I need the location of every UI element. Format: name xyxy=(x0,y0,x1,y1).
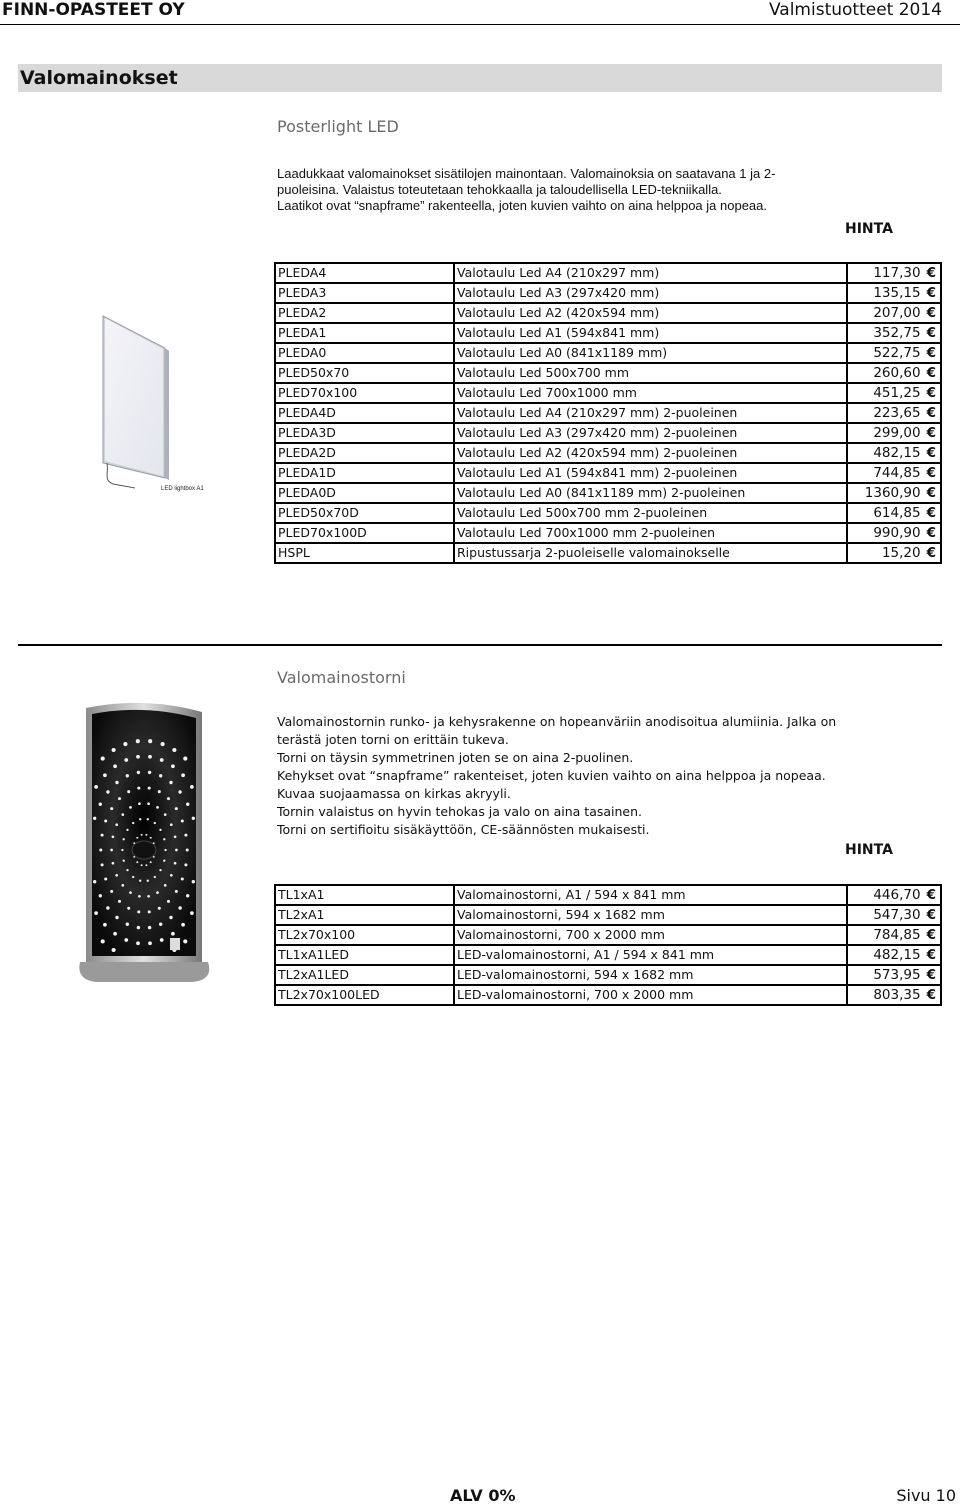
product-name: Valotaulu Led A3 (297x420 mm) 2-puoleinen xyxy=(454,423,847,443)
product-code: PLED70x100D xyxy=(275,523,454,543)
product-name: Valotaulu Led A4 (210x297 mm) xyxy=(454,263,847,283)
table-row xyxy=(275,905,941,925)
posterlight-price-table xyxy=(274,262,942,564)
header-rule xyxy=(0,24,960,25)
image-caption: LED lightbox A1 xyxy=(161,486,204,492)
product-name: Valotaulu Led 700x1000 mm xyxy=(454,383,847,403)
product-code: PLEDA2D xyxy=(275,443,454,463)
euro-icon: € xyxy=(926,505,936,521)
product-price: 15,20 xyxy=(881,545,921,561)
table-row xyxy=(275,523,941,543)
product-name: Valotaulu Led A1 (594x841 mm) xyxy=(454,323,847,343)
product-price: 299,00 xyxy=(873,425,921,441)
catalog-title: Valmistuotteet 2014 xyxy=(768,0,942,20)
euro-icon: € xyxy=(926,465,936,481)
price-header: HINTA xyxy=(845,221,893,237)
table-row xyxy=(275,985,941,1005)
product-price-cell xyxy=(847,905,941,925)
product-price-cell xyxy=(847,403,941,423)
table-row xyxy=(275,303,941,323)
product-name: Ripustussarja 2-puoleiselle valomainokselle xyxy=(454,543,847,563)
product-price: 547,30 xyxy=(873,907,921,923)
euro-icon: € xyxy=(926,385,936,401)
product-price-cell xyxy=(847,283,941,303)
product-code: PLEDA0D xyxy=(275,483,454,503)
product-code: PLEDA3 xyxy=(275,283,454,303)
posterlight-desc-line: Laadukkaat valomainokset sisätilojen mainontaan. Valomainoksia on saatavana 1 ja 2- xyxy=(277,166,776,181)
section-title: Valomainokset xyxy=(18,64,942,92)
table-row xyxy=(275,343,941,363)
tower-desc-line: Tornin valaistus on hyvin tehokas ja valo on aina tasainen. xyxy=(277,804,643,819)
product-price-cell xyxy=(847,463,941,483)
product-price-cell xyxy=(847,885,941,905)
table-row xyxy=(275,483,941,503)
product-code: PLED50x70 xyxy=(275,363,454,383)
product-code: TL2xA1LED xyxy=(275,965,454,985)
table-row xyxy=(275,403,941,423)
product-name: Valomainostorni, 700 x 2000 mm xyxy=(454,925,847,945)
table-row xyxy=(275,543,941,563)
product-name: LED-valomainostorni, 594 x 1682 mm xyxy=(454,965,847,985)
table-row xyxy=(275,503,941,523)
product-name: LED-valomainostorni, 700 x 2000 mm xyxy=(454,985,847,1005)
product-code: PLEDA1 xyxy=(275,323,454,343)
table-row xyxy=(275,463,941,483)
product-price: 990,90 xyxy=(873,525,921,541)
product-price: 614,85 xyxy=(873,505,921,521)
product-price: 744,85 xyxy=(873,465,921,481)
euro-icon: € xyxy=(926,365,936,381)
product-code: PLEDA4 xyxy=(275,263,454,283)
product-price-cell xyxy=(847,503,941,523)
table-row xyxy=(275,263,941,283)
euro-icon: € xyxy=(926,987,936,1003)
product-code: TL1xA1LED xyxy=(275,945,454,965)
price-header: HINTA xyxy=(845,842,893,858)
euro-icon: € xyxy=(926,445,936,461)
euro-icon: € xyxy=(926,887,936,903)
product-code: TL2xA1 xyxy=(275,905,454,925)
tower-desc-line: Valomainostornin runko- ja kehysrakenne on hopeanväriin anodisoitua alumiinia. Jalka on terästä joten torni on erittäin tukeva. xyxy=(277,714,837,747)
table-row xyxy=(275,283,941,303)
euro-icon: € xyxy=(926,967,936,983)
product-price: 446,70 xyxy=(873,887,921,903)
tower-desc-line: Kehykset ovat “snapframe” rakenteiset, joten kuvien vaihto on aina helppoa ja nopeaa. Kuvaa suojaamassa on kirkas akryyli. xyxy=(277,768,826,801)
product-price-cell xyxy=(847,925,941,945)
tower-description xyxy=(277,713,837,839)
product-price: 1360,90 xyxy=(864,485,921,501)
product-price-cell xyxy=(847,323,941,343)
product-price-cell xyxy=(847,523,941,543)
product-name: LED-valomainostorni, A1 / 594 x 841 mm xyxy=(454,945,847,965)
product-name: Valotaulu Led 500x700 mm xyxy=(454,363,847,383)
product-price-cell xyxy=(847,423,941,443)
product-price-cell xyxy=(847,965,941,985)
product-price-cell xyxy=(847,985,941,1005)
table-row xyxy=(275,925,941,945)
product-name: Valotaulu Led A1 (594x841 mm) 2-puoleinen xyxy=(454,463,847,483)
page-number: Sivu 10 xyxy=(896,1486,956,1505)
table-row xyxy=(275,423,941,443)
tower-desc-line: Torni on täysin symmetrinen joten se on aina 2-puolinen. xyxy=(277,750,634,765)
product-code: PLEDA3D xyxy=(275,423,454,443)
posterlight-title: Posterlight LED xyxy=(277,117,399,136)
euro-icon: € xyxy=(926,425,936,441)
product-name: Valotaulu Led A4 (210x297 mm) 2-puoleinen xyxy=(454,403,847,423)
product-name: Valotaulu Led A2 (420x594 mm) xyxy=(454,303,847,323)
euro-icon: € xyxy=(926,485,936,501)
euro-icon: € xyxy=(926,345,936,361)
posterlight-description xyxy=(277,166,775,214)
product-price-cell xyxy=(847,543,941,563)
product-price-cell xyxy=(847,945,941,965)
product-code: PLEDA4D xyxy=(275,403,454,423)
product-price: 352,75 xyxy=(873,325,921,341)
table-row xyxy=(275,383,941,403)
product-price: 451,25 xyxy=(873,385,921,401)
product-code: TL2x70x100LED xyxy=(275,985,454,1005)
euro-icon: € xyxy=(926,285,936,301)
product-price-cell xyxy=(847,263,941,283)
product-price: 117,30 xyxy=(873,265,921,281)
product-name: Valotaulu Led 700x1000 mm 2-puoleinen xyxy=(454,523,847,543)
product-price: 803,35 xyxy=(873,987,921,1003)
euro-icon: € xyxy=(926,525,936,541)
product-code: TL2x70x100 xyxy=(275,925,454,945)
product-name: Valotaulu Led A3 (297x420 mm) xyxy=(454,283,847,303)
product-price: 522,75 xyxy=(873,345,921,361)
tower-desc-line: Torni on sertifioitu sisäkäyttöön, CE-säännösten mukaisesti. xyxy=(277,822,650,837)
euro-icon: € xyxy=(926,927,936,943)
product-code: PLED70x100 xyxy=(275,383,454,403)
product-price-cell xyxy=(847,483,941,503)
product-code: PLEDA1D xyxy=(275,463,454,483)
product-price: 482,15 xyxy=(873,445,921,461)
tower-title: Valomainostorni xyxy=(277,668,406,687)
euro-icon: € xyxy=(926,545,936,561)
product-price: 482,15 xyxy=(873,947,921,963)
section-divider xyxy=(18,644,942,646)
product-code: TL1xA1 xyxy=(275,885,454,905)
table-row xyxy=(275,945,941,965)
product-name: Valotaulu Led A2 (420x594 mm) 2-puoleinen xyxy=(454,443,847,463)
euro-icon: € xyxy=(926,265,936,281)
posterlight-desc-line: puoleisina. Valaistus toteutetaan tehokkaalla ja taloudellisella LED-tekniikalla. xyxy=(277,182,722,197)
vat-note: ALV 0% xyxy=(450,1486,516,1505)
euro-icon: € xyxy=(926,907,936,923)
product-price: 135,15 xyxy=(873,285,921,301)
product-name: Valotaulu Led 500x700 mm 2-puoleinen xyxy=(454,503,847,523)
product-price-cell xyxy=(847,363,941,383)
table-row xyxy=(275,443,941,463)
product-price: 207,00 xyxy=(873,305,921,321)
product-name: Valomainostorni, A1 / 594 x 841 mm xyxy=(454,885,847,905)
product-price-cell xyxy=(847,303,941,323)
euro-icon: € xyxy=(926,325,936,341)
product-code: PLEDA0 xyxy=(275,343,454,363)
product-name: Valotaulu Led A0 (841x1189 mm) xyxy=(454,343,847,363)
product-price-cell xyxy=(847,343,941,363)
led-lightbox-image xyxy=(95,308,225,498)
product-name: Valomainostorni, 594 x 1682 mm xyxy=(454,905,847,925)
product-price: 573,95 xyxy=(873,967,921,983)
product-code: HSPL xyxy=(275,543,454,563)
product-price: 260,60 xyxy=(873,365,921,381)
product-price: 784,85 xyxy=(873,927,921,943)
table-row xyxy=(275,363,941,383)
product-code: PLEDA2 xyxy=(275,303,454,323)
light-tower-image xyxy=(74,700,224,985)
company-name: FINN-OPASTEET OY xyxy=(2,0,185,20)
product-name: Valotaulu Led A0 (841x1189 mm) 2-puoleinen xyxy=(454,483,847,503)
posterlight-desc-line: Laatikot ovat “snapframe” rakenteella, joten kuvien vaihto on aina helppoa ja nopeaa. xyxy=(277,198,767,213)
product-code: PLED50x70D xyxy=(275,503,454,523)
euro-icon: € xyxy=(926,947,936,963)
table-row xyxy=(275,323,941,343)
euro-icon: € xyxy=(926,305,936,321)
table-row xyxy=(275,965,941,985)
product-price-cell xyxy=(847,443,941,463)
product-price: 223,65 xyxy=(873,405,921,421)
euro-icon: € xyxy=(926,405,936,421)
product-price-cell xyxy=(847,383,941,403)
table-row xyxy=(275,885,941,905)
tower-price-table xyxy=(274,884,942,1006)
